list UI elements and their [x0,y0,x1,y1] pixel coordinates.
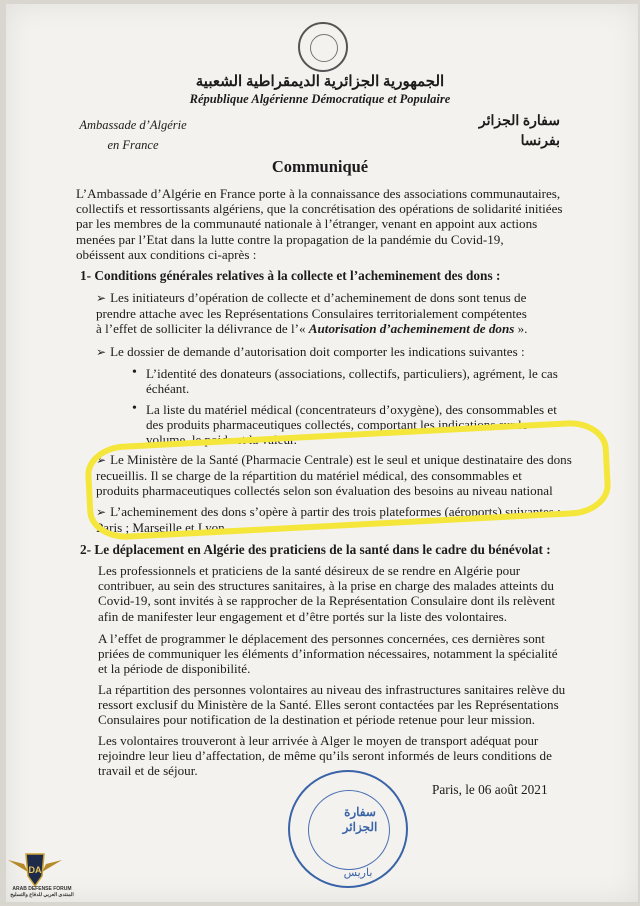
subitem-line: volume, le poids et la valeur. [146,432,297,448]
paragraph-line: Consulaires pour notification de la destination et période retenue pour leur mission. [98,712,536,728]
paragraph-line: contribuer, au sein des structures sanitaires, à la prise en charge des malades atteints du [98,578,554,594]
bullet-line: Le dossier de demande d’autorisation doit comporter les indications suivantes : [110,344,525,359]
section2-paragraph-2 [98,631,574,677]
authorization-emphasis: Autorisation d’acheminement de dons [308,321,515,337]
dot-bullet-icon: • [132,365,137,380]
embassy-arabic-line2: بفرنسا [520,134,560,149]
intro-line: par les membres de la communauté nationale à l’étranger, venant en appoint aux actions [76,216,538,232]
watermark-line1: ARAB DEFENSE FORUM [12,886,72,892]
document-date: Paris, le 06 août 2021 [432,782,548,797]
bullet-line: Le Ministère de la Santé (Pharmacie Centrale) est le seul et unique destinataire des dons [110,452,572,467]
republic-seal-emblem [298,22,348,72]
section2-paragraph-3 [98,682,574,728]
arrow-bullet-icon: ➢ [96,291,107,305]
section1-heading: 1- Conditions générales relatives à la collecte et l’acheminement des dons : [80,268,501,283]
embassy-french-line2: en France [107,138,159,152]
section1-subitem-1 [146,366,574,396]
embassy-french-line1: Ambassade d’Algérie [79,118,187,132]
arrow-bullet-icon: ➢ [96,345,107,359]
paragraph-line: Les volontaires trouveront à leur arrivée à Alger le moyen de transport adéquat pour [98,733,539,748]
paragraph-line: priées de communiquer les éléments d’information nécessaires, notamment la spécialité [98,646,558,662]
logo-badge-text: DA [28,865,42,875]
bullet-line: Paris ; Marseille et Lyon. [96,520,229,536]
paragraph-line: Les professionnels et praticiens de la santé désireux de se rendre en Algérie pour [98,563,521,578]
subitem-line: L’identité des donateurs (associations, collectifs, particuliers), agrément, le cas [146,366,558,381]
forum-watermark-text [2,886,82,898]
bullet-line: prendre attache avec les Représentations Consulaires territorialement compétentes [96,306,527,322]
bullet-line-end: ». [514,321,528,337]
paragraph-line: La répartition des personnes volontaires au niveau des infrastructures sanitaires relève du [98,682,566,697]
embassy-arabic-label [470,112,560,152]
embassy-arabic-line1: سفارة الجزائر [478,114,560,129]
paragraph-line: et la période de disponibilité. [98,661,251,677]
arrow-bullet-icon: ➢ [96,453,107,467]
section2-paragraph-1 [98,563,574,624]
bullet-line: Les initiateurs d’opération de collecte et d’acheminement de dons sont tenus de [110,290,527,305]
dot-bullet-icon: • [132,401,137,416]
paragraph-line: afin de manifester leur engagement et d’être portés sur la liste des volontaires. [98,608,508,624]
paragraph-line: Covid-19, sont invités à se rapprocher de la Représentation Consulaire dont ils relèvent [98,593,556,609]
intro-line: collectifs et ressortissants algériens, que la concrétisation des opérations de solidarité initiées [76,201,563,217]
paragraph-line: travail et de séjour. [98,763,198,779]
subitem-line: des produits pharmaceutiques collectés, comportant les indications sur le [146,417,528,433]
arabic-republic-heading: الجمهورية الجزائرية الديمقراطية الشعبية [195,74,445,90]
stamp-city-text: باريس [343,867,373,879]
french-republic-heading: République Algérienne Démocratique et Populaire [189,92,451,106]
embassy-french-label [68,115,198,155]
section2-heading: 2- Le déplacement en Algérie des praticiens de la santé dans le cadre du bénévolat : [80,542,551,557]
intro-line: obéissent aux conditions ci-après : [76,246,257,262]
bullet-line: L’acheminement des dons s’opère à partir des trois plateformes (aéroports) suivantes : [110,504,561,519]
bullet-line: à l’effet de solliciter la délivrance de l’« [96,321,309,337]
intro-line: L’Ambassade d’Algérie en France porte à la connaissance des associations communautaires, [76,186,561,201]
section1-bullet-1 [96,290,574,337]
arrow-bullet-icon: ➢ [96,505,107,519]
bullet-line: produits pharmaceutiques collectés selon son évaluation des besoins au niveau national [96,483,553,499]
paragraph-line: rejoindre leur lieu d’affectation, de même qu’ils seront informés de leurs conditions de [98,748,552,764]
intro-line: menées par l’Etat dans la lutte contre la propagation de la pandémie du Covid-19, [76,231,504,247]
watermark-line2: المنتدى العربي للدفاع والتسليح [10,892,74,898]
paragraph-line: A l’effet de programmer le déplacement des personnes concernées, ces dernières sont [98,631,545,646]
subitem-line: échéant. [146,381,190,397]
communique-title: Communiqué [271,157,369,176]
subitem-line: La liste du matériel médical (concentrateurs d’oxygène), des consommables et [146,402,557,417]
section1-bullet-2 [96,344,574,360]
intro-paragraph [76,186,576,262]
bullet-line: recueillis. Il se charge de la répartition du matériel médical, des consommables et [96,468,522,484]
paragraph-line: ressort exclusif du Ministère de la Santé. Elles seront contactées par les Représentations [98,697,559,713]
stamp-arabic-text: سفارة الجزائر [342,805,378,834]
